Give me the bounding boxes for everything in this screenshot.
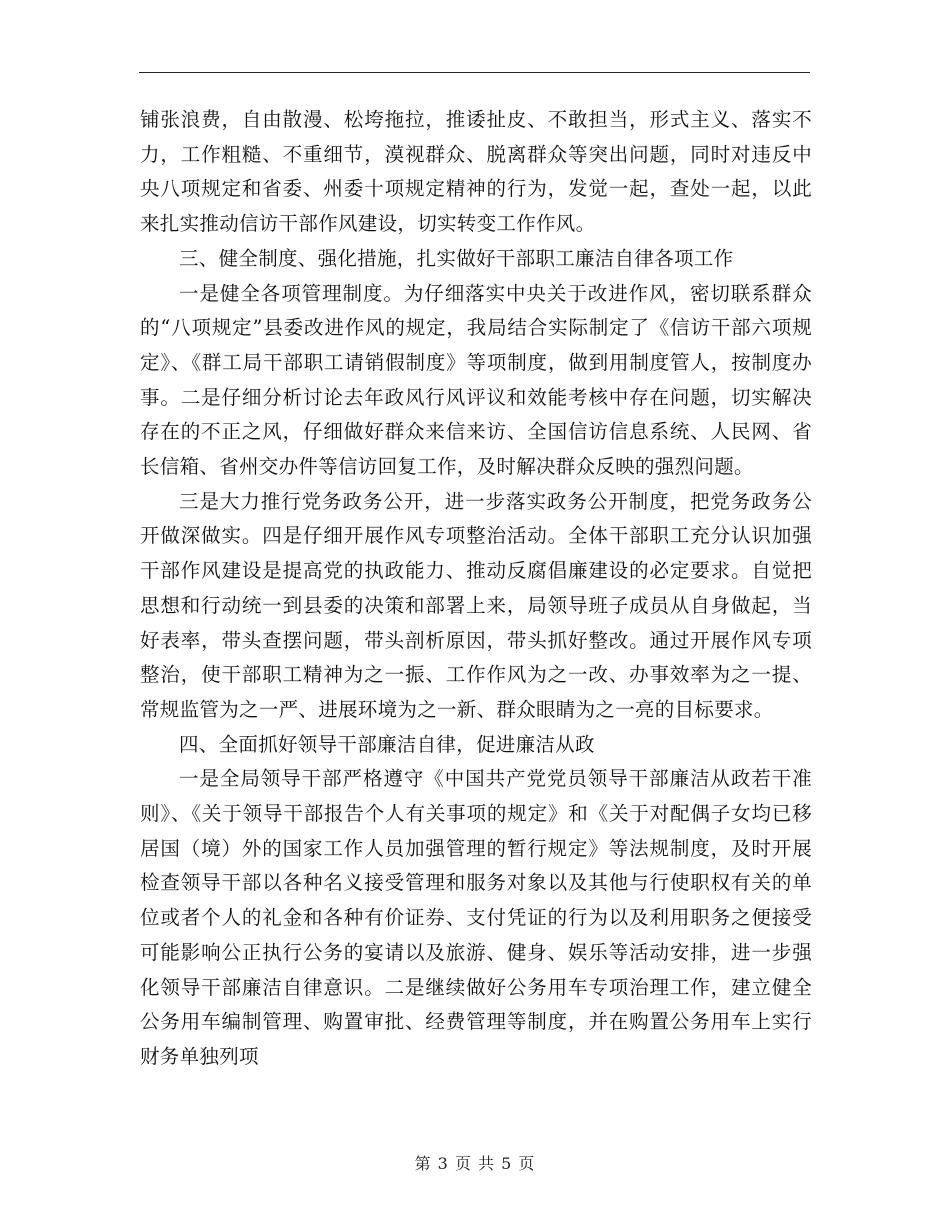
page-number: 第 3 页 共 5 页: [414, 1154, 536, 1173]
section-heading-4: 四、全面抓好领导干部廉洁自律，促进廉洁从政: [179, 732, 595, 756]
header-rule: [139, 72, 810, 73]
paragraph-4: 三是大力推行党务政务公开，进一步落实政务公开制度，把党务政务公开做深做实。四是仔细开展作风专项整治活动。全体干部职工充分认识加强干部作风建设是提高党的执政能力、推动反腐倡廉建设的必定要求。自觉把思想和行动统一到县委的决策和部署上来，局领导班子成员从自身做起，当好表率，带头查摆问题，带头剖析原因，带头抓好整改。通过开展作风专项整治，使干部职工精神为之一振、工作作风为之一改、办事效率为之一提、常规监管为之一严、进展环境为之一新、群众眼睛为之一亮的目标要求。: [140, 489, 812, 721]
paragraph-3: 一是健全各项管理制度。为仔细落实中央关于改进作风，密切联系群众的“八项规定”县委改进作风的规定，我局结合实际制定了《信访干部六项规定》、《群工局干部职工请销假制度》等项制度，做到用制度管人，按制度办事。二是仔细分析讨论去年政风行风评议和效能考核中存在问题，切实解决存在的不正之风，仔细做好群众来信来访、全国信访信息系统、人民网、省长信箱、省州交办件等信访回复工作，及时解决群众反映的强烈问题。: [140, 281, 812, 479]
paragraph-6: 一是全局领导干部严格遵守《中国共产党党员领导干部廉洁从政若干准则》、《关于领导干部报告个人有关事项的规定》和《关于对配偶子女均已移居国（境）外的国家工作人员加强管理的暂行规定》等法规制度，及时开展检查领导干部以各种名义接受管理和服务对象以及其他与行使职权有关的单位或者个人的礼金和各种有价证券、支付凭证的行为以及利用职务之便接受可能影响公正执行公务的宴请以及旅游、健身、娱乐等活动安排，进一步强化领导干部廉洁自律意识。二是继续做好公务用车专项治理工作，建立健全公务用车编制管理、购置审批、经费管理等制度，并在购置公务用车上实行财务单独列项: [140, 767, 812, 1068]
paragraph-1: 铺张浪费，自由散漫、松垮拖拉，推诿扯皮、不敢担当，形式主义、落实不力，工作粗糙、不重细节，漠视群众、脱离群众等突出问题，同时对违反中央八项规定和省委、州委十项规定精神的行为，发觉一起，查处一起，以此来扎实推动信访干部作风建设，切实转变工作作风。: [140, 108, 812, 236]
section-heading-3: 三、健全制度、强化措施，扎实做好干部职工廉洁自律各项工作: [179, 246, 734, 270]
document-body: [140, 103, 812, 1075]
